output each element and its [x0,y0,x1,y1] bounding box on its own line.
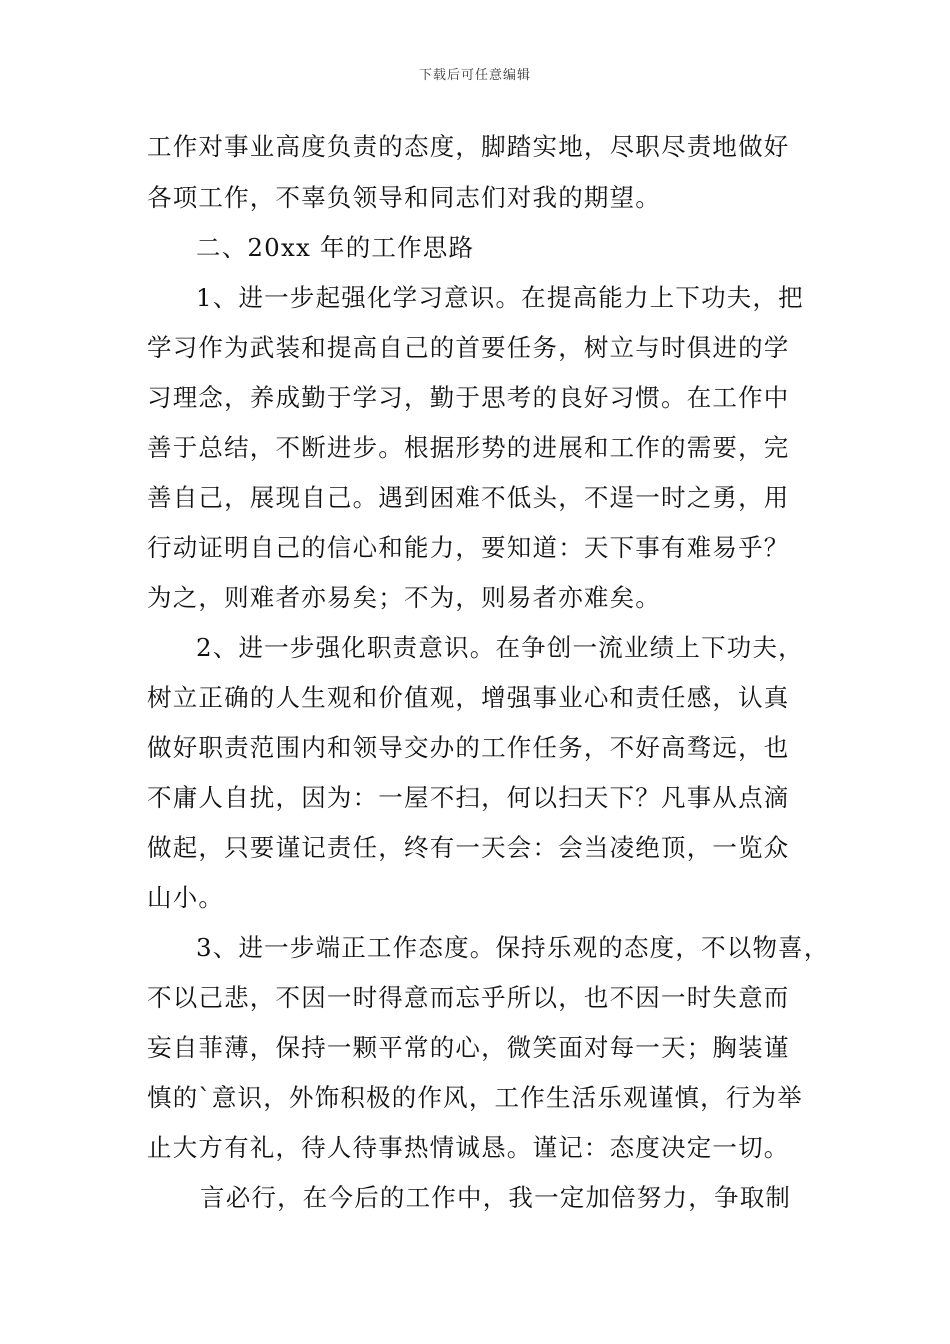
body-line: 1、进一步起强化学习意识。在提高能力上下功夫，把 [196,283,804,312]
body-line: 慎的`意识，外饰积极的作风，工作生活乐观谨慎，行为举 [147,1083,803,1112]
section-heading: 二、20xx 年的工作思路 [196,233,475,262]
body-line: 山小。 [147,883,225,912]
body-line: 妄自菲薄，保持一颗平常的心，微笑面对每一天；胸装谨 [147,1033,790,1062]
body-line: 工作对事业高度负责的态度，脚踏实地，尽职尽责地做好 [147,132,790,161]
body-line: 做起，只要谨记责任，终有一天会：会当凌绝顶，一览众 [147,833,790,862]
body-line: 树立正确的人生观和价值观，增强事业心和责任感，认真 [147,683,790,712]
body-line: 不以己悲，不因一时得意而忘乎所以，也不因一时失意而 [147,983,790,1012]
body-line: 善自己，展现自己。遇到困难不低头，不逞一时之勇，用 [147,483,790,512]
page-header: 下载后可任意编辑 [418,68,531,83]
body-line: 言必行，在今后的工作中，我一定加倍努力，争取制 [200,1183,792,1212]
body-line: 3、进一步端正工作态度。保持乐观的态度，不以物喜， [196,933,830,962]
body-line: 学习作为武装和提高自己的首要任务，树立与时俱进的学 [147,333,790,362]
body-line: 为之，则难者亦易矣；不为，则易者亦难矣。 [147,583,661,612]
body-line: 行动证明自己的信心和能力，要知道：天下事有难易乎？ [147,533,790,562]
body-line: 做好职责范围内和领导交办的工作任务，不好高骛远，也 [147,733,790,762]
body-line: 不庸人自扰，因为：一屋不扫，何以扫天下？凡事从点滴 [147,783,790,812]
body-line: 2、进一步强化职责意识。在争创一流业绩上下功夫， [196,633,804,662]
body-line: 各项工作，不辜负领导和同志们对我的期望。 [147,183,661,212]
body-line: 习理念，养成勤于学习，勤于思考的良好习惯。在工作中 [147,383,790,412]
body-line: 止大方有礼，待人待事热情诚恳。谨记：态度决定一切。 [147,1133,790,1162]
body-line: 善于总结，不断进步。根据形势的进展和工作的需要，完 [147,433,790,462]
